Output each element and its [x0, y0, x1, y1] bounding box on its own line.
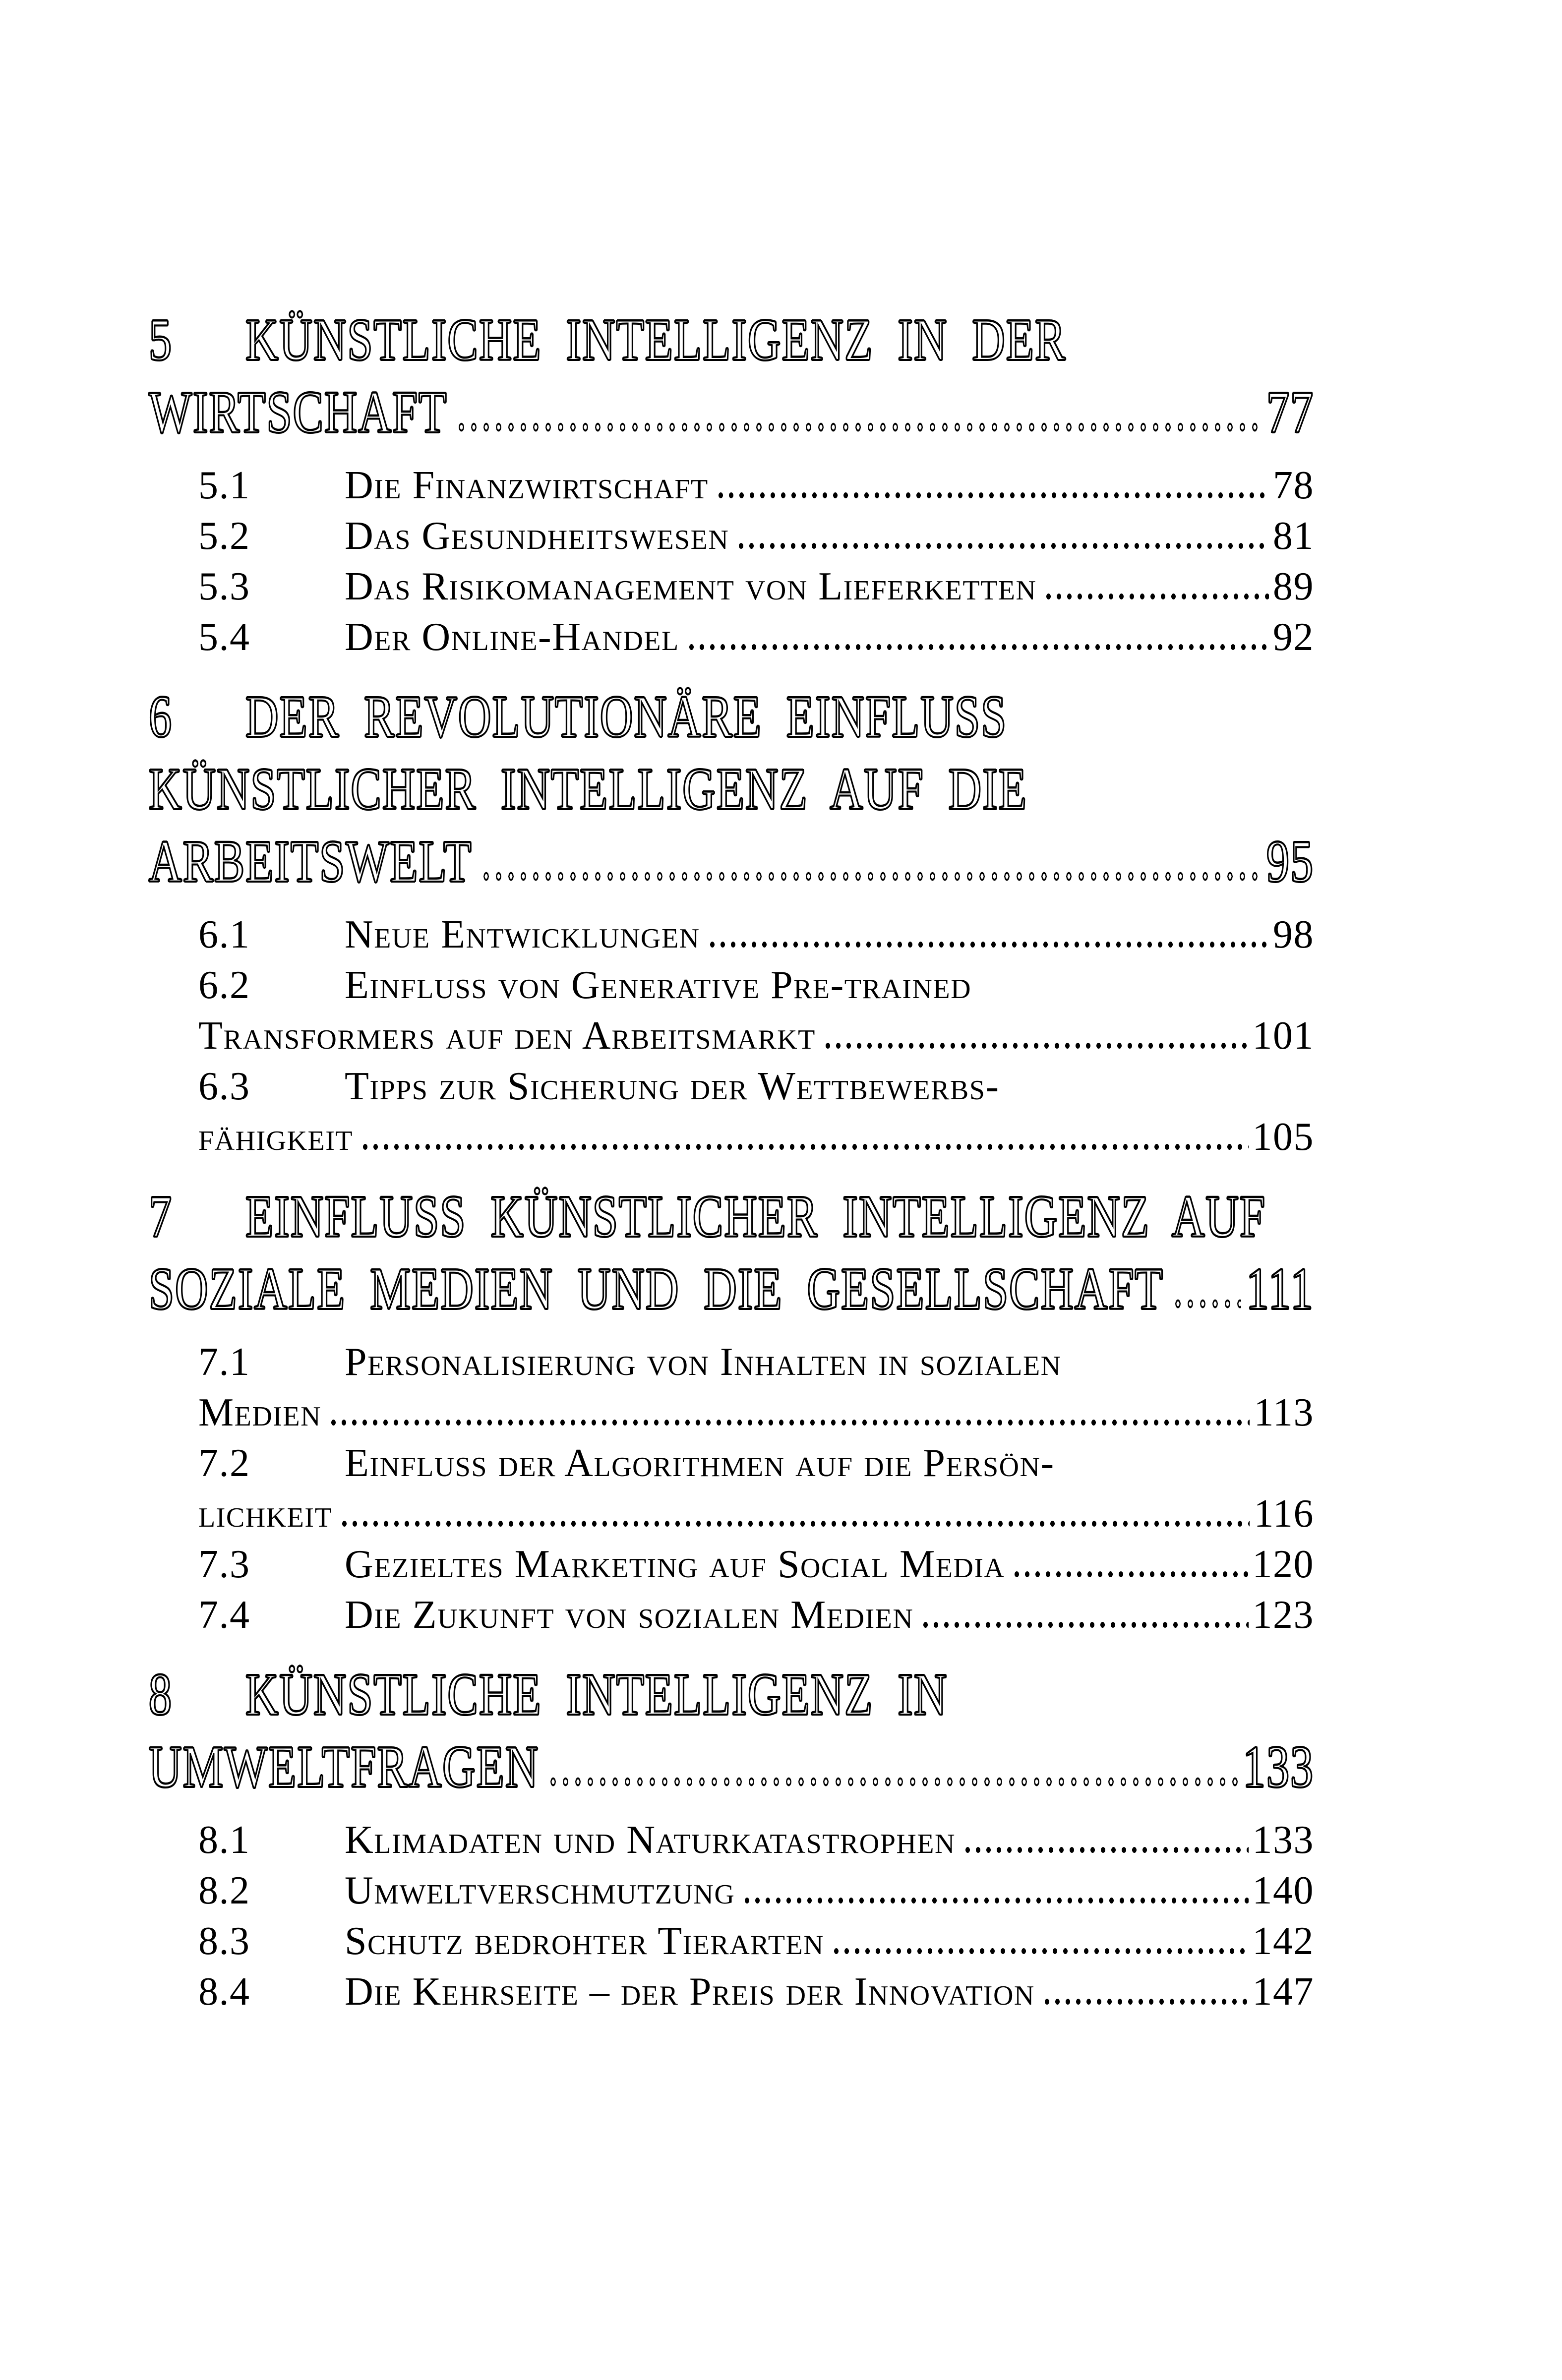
section-number: 8.1: [198, 1818, 250, 1862]
page-number: 120: [1252, 1543, 1314, 1586]
section-title: Das Risikomanagement von Lieferketten: [345, 565, 1037, 608]
dot-leader: [1172, 1299, 1241, 1309]
chapter-5-heading-line-2: [149, 365, 1314, 459]
toc-entry-6-3-line-2: [198, 1112, 1314, 1162]
chapter-title-line: EINFLUSS KÜNSTLICHER INTELLIGENZ AUF: [245, 1183, 1266, 1250]
toc-entry-8-3: [149, 1916, 1314, 1966]
section-number: 7.2: [198, 1441, 250, 1485]
toc-entry-7-2-line-1: [149, 1438, 1314, 1488]
chapter-7-heading: [149, 1180, 1314, 1325]
section-number: 6.1: [198, 913, 250, 956]
page-number: 77: [1266, 379, 1314, 445]
chapter-8-heading: [149, 1658, 1314, 1803]
dot-leader: [707, 942, 1269, 948]
page-number: 147: [1252, 1970, 1314, 2014]
dot-leader: [1043, 594, 1269, 599]
dot-leader: [962, 1847, 1249, 1853]
page-number: 92: [1273, 615, 1314, 659]
chapter-title-line: WIRTSCHAFT: [149, 379, 448, 445]
section-title: Gezieltes Marketing auf Social Media: [345, 1543, 1005, 1586]
dot-leader: [547, 1777, 1238, 1787]
dot-leader: [742, 1898, 1248, 1904]
section-title-continuation: fähigkeit: [198, 1115, 354, 1159]
chapter-title-line: KÜNSTLICHE INTELLIGENZ IN DER: [245, 306, 1067, 373]
toc-entry-7-1-line-1: [149, 1337, 1314, 1387]
chapter-title-line: KÜNSTLICHE INTELLIGENZ IN: [245, 1661, 948, 1727]
page-number: 140: [1252, 1869, 1314, 1912]
section-number: 8.4: [198, 1970, 250, 2014]
dot-leader: [480, 872, 1262, 882]
chapter-title-line: ARBEITSWELT: [149, 828, 473, 894]
section-number: 7.4: [198, 1593, 250, 1637]
section-title: Klimadaten und Naturkatastrophen: [345, 1818, 956, 1862]
chapter-5-sections: [149, 460, 1314, 662]
section-number: 5.3: [198, 565, 250, 608]
dot-leader: [920, 1622, 1248, 1628]
chapter-6-heading-line-3: [149, 814, 1314, 908]
toc-entry-6-3-line-1: [149, 1061, 1314, 1112]
dot-leader: [455, 422, 1262, 432]
section-title-continuation: Medien: [198, 1391, 322, 1434]
toc-entry-5-2: [149, 511, 1314, 561]
section-title: Der Online-Handel: [345, 615, 679, 659]
dot-leader: [1042, 1999, 1249, 2005]
toc-entry-5-1: [149, 460, 1314, 511]
section-number: 5.4: [198, 615, 250, 659]
section-number: 5.1: [198, 464, 250, 507]
section-number: 5.2: [198, 514, 250, 558]
toc-entry-8-1: [149, 1815, 1314, 1865]
dot-leader: [831, 1948, 1248, 1954]
toc-entry-7-1-line-2: [198, 1387, 1314, 1438]
section-title: Schutz bedrohter Tierarten: [345, 1919, 825, 1963]
section-title: Tipps zur Sicherung der Wettbewerbs-: [345, 1065, 1000, 1108]
page-number: 133: [1243, 1733, 1314, 1800]
section-number: 7.3: [198, 1543, 250, 1586]
section-title-continuation: lichkeit: [198, 1492, 333, 1536]
page-number: 116: [1254, 1492, 1314, 1536]
chapter-title-line: UMWELTFRAGEN: [149, 1733, 540, 1800]
toc-entry-6-1: [149, 909, 1314, 960]
chapter-number: 8: [149, 1661, 173, 1727]
section-number: 6.3: [198, 1065, 250, 1108]
chapter-number: 5: [149, 306, 173, 373]
page-number: 89: [1273, 565, 1314, 608]
toc-entry-8-2: [149, 1865, 1314, 1916]
page-number: 111: [1246, 1255, 1314, 1322]
dot-leader: [1012, 1571, 1248, 1577]
page-number: 133: [1252, 1818, 1314, 1862]
chapter-5-heading: [149, 303, 1314, 448]
section-number: 8.2: [198, 1869, 250, 1912]
chapter-7-sections: [149, 1337, 1314, 1640]
page-number: 123: [1252, 1593, 1314, 1637]
section-number: 8.3: [198, 1919, 250, 1963]
chapter-7-heading-line-2: [149, 1242, 1314, 1336]
chapter-6-sections: [149, 909, 1314, 1162]
dot-leader: [686, 644, 1269, 650]
chapter-6-heading: [149, 680, 1314, 897]
page-number: 81: [1273, 514, 1314, 558]
section-title: Die Zukunft von sozialen Medien: [345, 1593, 914, 1637]
page-number: 105: [1252, 1115, 1314, 1159]
chapter-8-sections: [149, 1815, 1314, 2017]
dot-leader: [360, 1144, 1248, 1150]
page-number: 78: [1273, 464, 1314, 507]
section-title-continuation: Transformers auf den Arbeitsmarkt: [198, 1014, 816, 1058]
section-title: Das Gesundheitswesen: [345, 514, 729, 558]
section-title: Die Finanzwirtschaft: [345, 464, 709, 507]
toc-entry-7-2-line-2: [198, 1488, 1314, 1539]
section-title: Neue Entwicklungen: [345, 913, 700, 956]
dot-leader: [736, 543, 1269, 549]
dot-leader: [823, 1043, 1249, 1049]
chapter-number: 7: [149, 1183, 173, 1250]
section-title: Personalisierung von Inhalten in sozialen: [345, 1340, 1062, 1384]
page-number: 95: [1266, 828, 1314, 894]
section-title: Einfluss von Generative Pre-trained: [345, 963, 972, 1007]
toc-entry-6-2-line-1: [149, 960, 1314, 1011]
page-number: 98: [1273, 913, 1314, 956]
section-number: 6.2: [198, 963, 250, 1007]
chapter-title-line: DER REVOLUTIONÄRE EINFLUSS: [245, 683, 1008, 750]
chapter-8-heading-line-2: [149, 1720, 1314, 1814]
page-number: 142: [1252, 1919, 1314, 1963]
dot-leader: [339, 1521, 1250, 1527]
toc-entry-7-3: [149, 1539, 1314, 1590]
section-title: Die Kehrseite – der Preis der Innovation: [345, 1970, 1035, 2014]
section-title: Umweltverschmutzung: [345, 1869, 735, 1912]
toc-entry-7-4: [149, 1590, 1314, 1640]
toc-entry-8-4: [149, 1966, 1314, 2017]
section-title: Einfluss der Algorithmen auf die Persön-: [345, 1441, 1055, 1485]
toc-entry-5-3: [149, 561, 1314, 612]
page-number: 101: [1252, 1014, 1314, 1058]
chapter-title-line: SOZIALE MEDIEN UND DIE GESELLSCHAFT: [149, 1255, 1164, 1322]
toc-entry-5-4: [149, 612, 1314, 662]
page-number: 113: [1254, 1391, 1314, 1434]
dot-leader: [328, 1420, 1250, 1426]
section-number: 7.1: [198, 1340, 250, 1384]
dot-leader: [716, 492, 1269, 498]
toc-entry-6-2-line-2: [198, 1011, 1314, 1061]
chapter-title-line: KÜNSTLICHER INTELLIGENZ AUF DIE: [149, 756, 1027, 822]
chapter-number: 6: [149, 683, 173, 750]
